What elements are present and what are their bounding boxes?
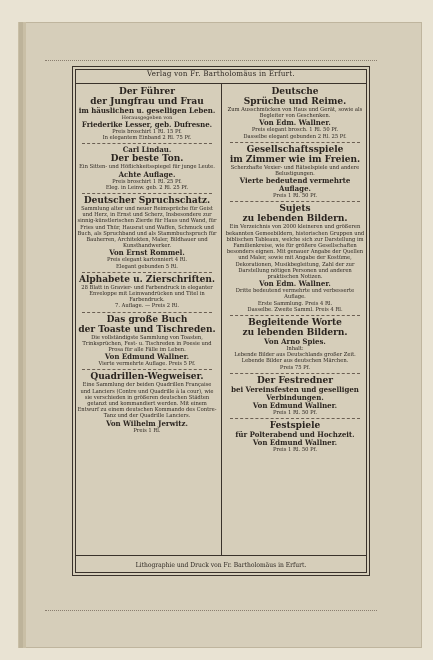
footer-rule bbox=[76, 555, 366, 556]
book-detail-line: Von Edm. Wallner. bbox=[259, 118, 331, 128]
book-detail-line: Preis 1 Rl. 50 Pf. bbox=[273, 409, 317, 416]
book-advertisement bbox=[77, 372, 217, 433]
book-detail-line: Von Edmund Wallner. bbox=[252, 400, 338, 410]
book-detail-line: Eine Sammlung der beiden Quadrillen Française und Lanciers (Contre und Quadrille à la cour), wie sie verschieden in größeren deutschen Städten getanzt und kommandiert werden. Mit einem Entwurf zu einem deutschen Kommando des Contre-Tanz und der Quadrille Lanciers. bbox=[77, 382, 217, 420]
book-detail-line: Ein Sitten- und Höflichkeitsspiegel für junge Leute. bbox=[79, 164, 215, 171]
book-detail-line: Von Edmund Wallner. bbox=[252, 438, 338, 448]
book-detail-line: Preis 75 Pf. bbox=[279, 364, 311, 371]
bottom-perforation bbox=[45, 610, 377, 613]
book-detail-line: Dasselbe elegant gebunden 2 Rl. 25 Pf. bbox=[243, 133, 347, 140]
book-detail-line: zu lebenden Bildern. bbox=[242, 214, 348, 225]
book-advertisement bbox=[225, 145, 365, 200]
book-detail-line: Preis 1 Rl. 50 Pf. bbox=[273, 447, 317, 454]
book-detail-line: Die vollständigste Sammlung von Toasten, Trinksprüchen, Fest- u. Tischreden in Poesie und Prosa für alle Fälle im Leben. bbox=[82, 334, 212, 354]
book-title-line: Deutscher Spruchschatz. bbox=[83, 196, 211, 207]
book-title-line: Begleitende Worte bbox=[248, 318, 342, 329]
book-detail-line: Vierte bedeutend vermehrte Auflage. bbox=[239, 176, 351, 194]
book-detail-line: 7. Auflage. — Preis 2 Rl. bbox=[115, 303, 179, 310]
book-advertisement bbox=[225, 318, 365, 371]
book-detail-line: Von Wilhelm Jerwitz. bbox=[106, 418, 188, 428]
book-advertisement bbox=[77, 196, 217, 270]
entry-separator bbox=[230, 373, 360, 374]
book-detail-line: Sammlung alter und neuer Reimsprüche für Geist und Herz, in Ernst und Scherz, Insbesondere zur sinnig-künstlerischen Zierde für Haus und Wand, für Fries und Thür, Hausrat und Waffen, Schmuck und Buch, als Spruchband und als Stammbuchspruch für Bauherren, Architekten, Maler, Bildhauer und Kunsthandwerker. bbox=[77, 206, 217, 250]
book-title-line: Der Festredner bbox=[256, 375, 334, 386]
book-detail-line: Elegant gebunden 5 Rl. bbox=[116, 263, 178, 270]
book-advertisement bbox=[77, 315, 217, 368]
book-title-line: Quadrillen-Wegweiser. bbox=[90, 372, 204, 383]
entry-separator bbox=[82, 143, 212, 144]
book-detail-line: Dritte bedeutend vermehrte und verbesserte Auflage. bbox=[235, 288, 355, 301]
book-detail-line: Dasselbe. Zweite Samml. Preis 4 Rl. bbox=[247, 306, 343, 313]
book-detail-line: Von Edmund Wallner. bbox=[104, 352, 190, 362]
book-title-line: Deutsche bbox=[271, 87, 319, 97]
book-detail-line: Von Arno Spies. bbox=[264, 337, 326, 347]
book-detail-line: Inhalt: bbox=[286, 346, 304, 353]
book-title-line: Das große Buch bbox=[106, 314, 188, 325]
book-detail-line: Preis 1 Rl. bbox=[133, 427, 161, 434]
entry-separator bbox=[230, 315, 360, 316]
book-detail-line: der Jungfrau und Frau bbox=[90, 97, 204, 107]
book-advertisement bbox=[77, 275, 217, 310]
right-column bbox=[225, 87, 365, 453]
book-title-line: Festspiele bbox=[269, 421, 321, 432]
book-detail-line: 28 Blatt in Gravier- und Farbendruck in eleganter Enveloppe mit Leinwandrücken und Titel in Farbendruck. bbox=[81, 284, 213, 304]
book-advertisement bbox=[77, 87, 217, 141]
book-detail-line: Von Edm. Wallner. bbox=[259, 279, 331, 289]
book-detail-line: Preis 1 Rl. 50 Pf. bbox=[273, 193, 317, 200]
book-detail-line: In elegantem Einband 2 Rl. 75 Pf. bbox=[102, 135, 192, 142]
column-divider bbox=[221, 84, 222, 555]
book-detail-line: Herausgegeben von bbox=[121, 115, 173, 121]
book-detail-line: Erste Sammlung. Preis 4 Rl. bbox=[257, 300, 333, 307]
book-title-line: Carl Lindau. bbox=[122, 145, 172, 155]
book-advertisement bbox=[225, 376, 365, 416]
book-detail-line: Eleg. in Leinw. geb. 2 Rl. 25 Pf. bbox=[105, 184, 189, 191]
book-detail-line: Lebende Bilder aus Deutschlands großer Zeit. bbox=[234, 352, 356, 359]
book-detail-line: Sprüche und Reime. bbox=[243, 97, 347, 107]
book-detail-line: Preis elegant kartonniert 4 Rl. bbox=[106, 257, 187, 264]
book-detail-line: Preis broschirt 1 Rl. 25 Pf. bbox=[112, 178, 182, 185]
book-detail-line: im häuslichen u. geselligen Leben. bbox=[78, 106, 216, 115]
left-column bbox=[77, 87, 217, 434]
book-detail-line: Scherzhafte Vexier- und Rätselspiele und andere Belustigungen. bbox=[230, 164, 360, 178]
book-detail-line: Preis broschirt 1 Rl. 15 Pf. bbox=[112, 129, 182, 135]
book-detail-line: Ein Verzeichnis von 2000 kleineren und größeren bekannten Gemeebildern, historischen Gruppen und biblischen Tableaux, welche sich zur Darstellung im Familienkreise, wie für größere Gesellschaften besonders eignen. Mit genauer Angabe der Quellen und Maler, sowie mit Angabe der Kostüme, Dekorationen, Musikbegleitung, Zahl der zur Darstellung nötigen Personen und anderen praktischen Notizen. bbox=[225, 224, 365, 281]
book-title-line: Alphabete u. Zierschriften. bbox=[78, 274, 216, 285]
entry-separator bbox=[82, 193, 212, 194]
advertisement-frame bbox=[72, 66, 370, 576]
book-title-line: Gesellschaftsspiele bbox=[246, 144, 344, 155]
book-advertisement bbox=[225, 421, 365, 453]
book-detail-line: Preis elegant brosch. 1 Rl. 50 Pf. bbox=[251, 127, 339, 134]
book-title-line: Sujets bbox=[279, 204, 311, 215]
book-detail-line: zu lebenden Bildern. bbox=[242, 328, 348, 339]
book-spine bbox=[19, 22, 23, 648]
book-advertisement bbox=[77, 146, 217, 191]
book-advertisement bbox=[225, 204, 365, 313]
book-detail-line: Der beste Ton. bbox=[110, 154, 184, 165]
book-detail-line: bei Vereinsfesten und geselligen Verbindungen. bbox=[231, 384, 359, 402]
book-detail-line: Achte Auflage. bbox=[118, 169, 176, 179]
book-detail-line: Vierte vermehrte Auflage. Preis 5 Pf. bbox=[98, 361, 196, 368]
entry-separator bbox=[82, 272, 212, 273]
entry-separator bbox=[230, 201, 360, 202]
entry-separator bbox=[230, 418, 360, 419]
book-advertisement bbox=[225, 87, 365, 140]
entry-separator bbox=[82, 312, 212, 313]
book-title-line: Der Führer bbox=[119, 87, 175, 97]
top-perforation bbox=[45, 60, 377, 63]
book-detail-line: für Polterabend und Hochzeit. bbox=[235, 430, 355, 440]
book-detail-line: im Zimmer wie im Freien. bbox=[229, 154, 361, 165]
book-detail-line: der Toaste und Tischreden. bbox=[78, 324, 216, 335]
book-detail-line: Friederike Lesser, geb. Dufresne. bbox=[81, 120, 213, 129]
book-detail-line: Von Ernst Rommel. bbox=[109, 248, 185, 258]
book-detail-line: Zum Ausschmücken von Haus und Gerät, sowie als Begleiter von Geschenken. bbox=[227, 107, 363, 120]
publisher-header: Verlag von Fr. Bartholomäus in Erfurt. bbox=[147, 70, 295, 78]
printer-footer: Lithographie und Druck von Fr. Bartholomäus in Erfurt. bbox=[135, 562, 307, 569]
book-detail-line: Lebende Bilder aus deutschen Märchen. bbox=[241, 358, 349, 365]
entry-separator bbox=[82, 369, 212, 370]
entry-separator bbox=[230, 142, 360, 143]
